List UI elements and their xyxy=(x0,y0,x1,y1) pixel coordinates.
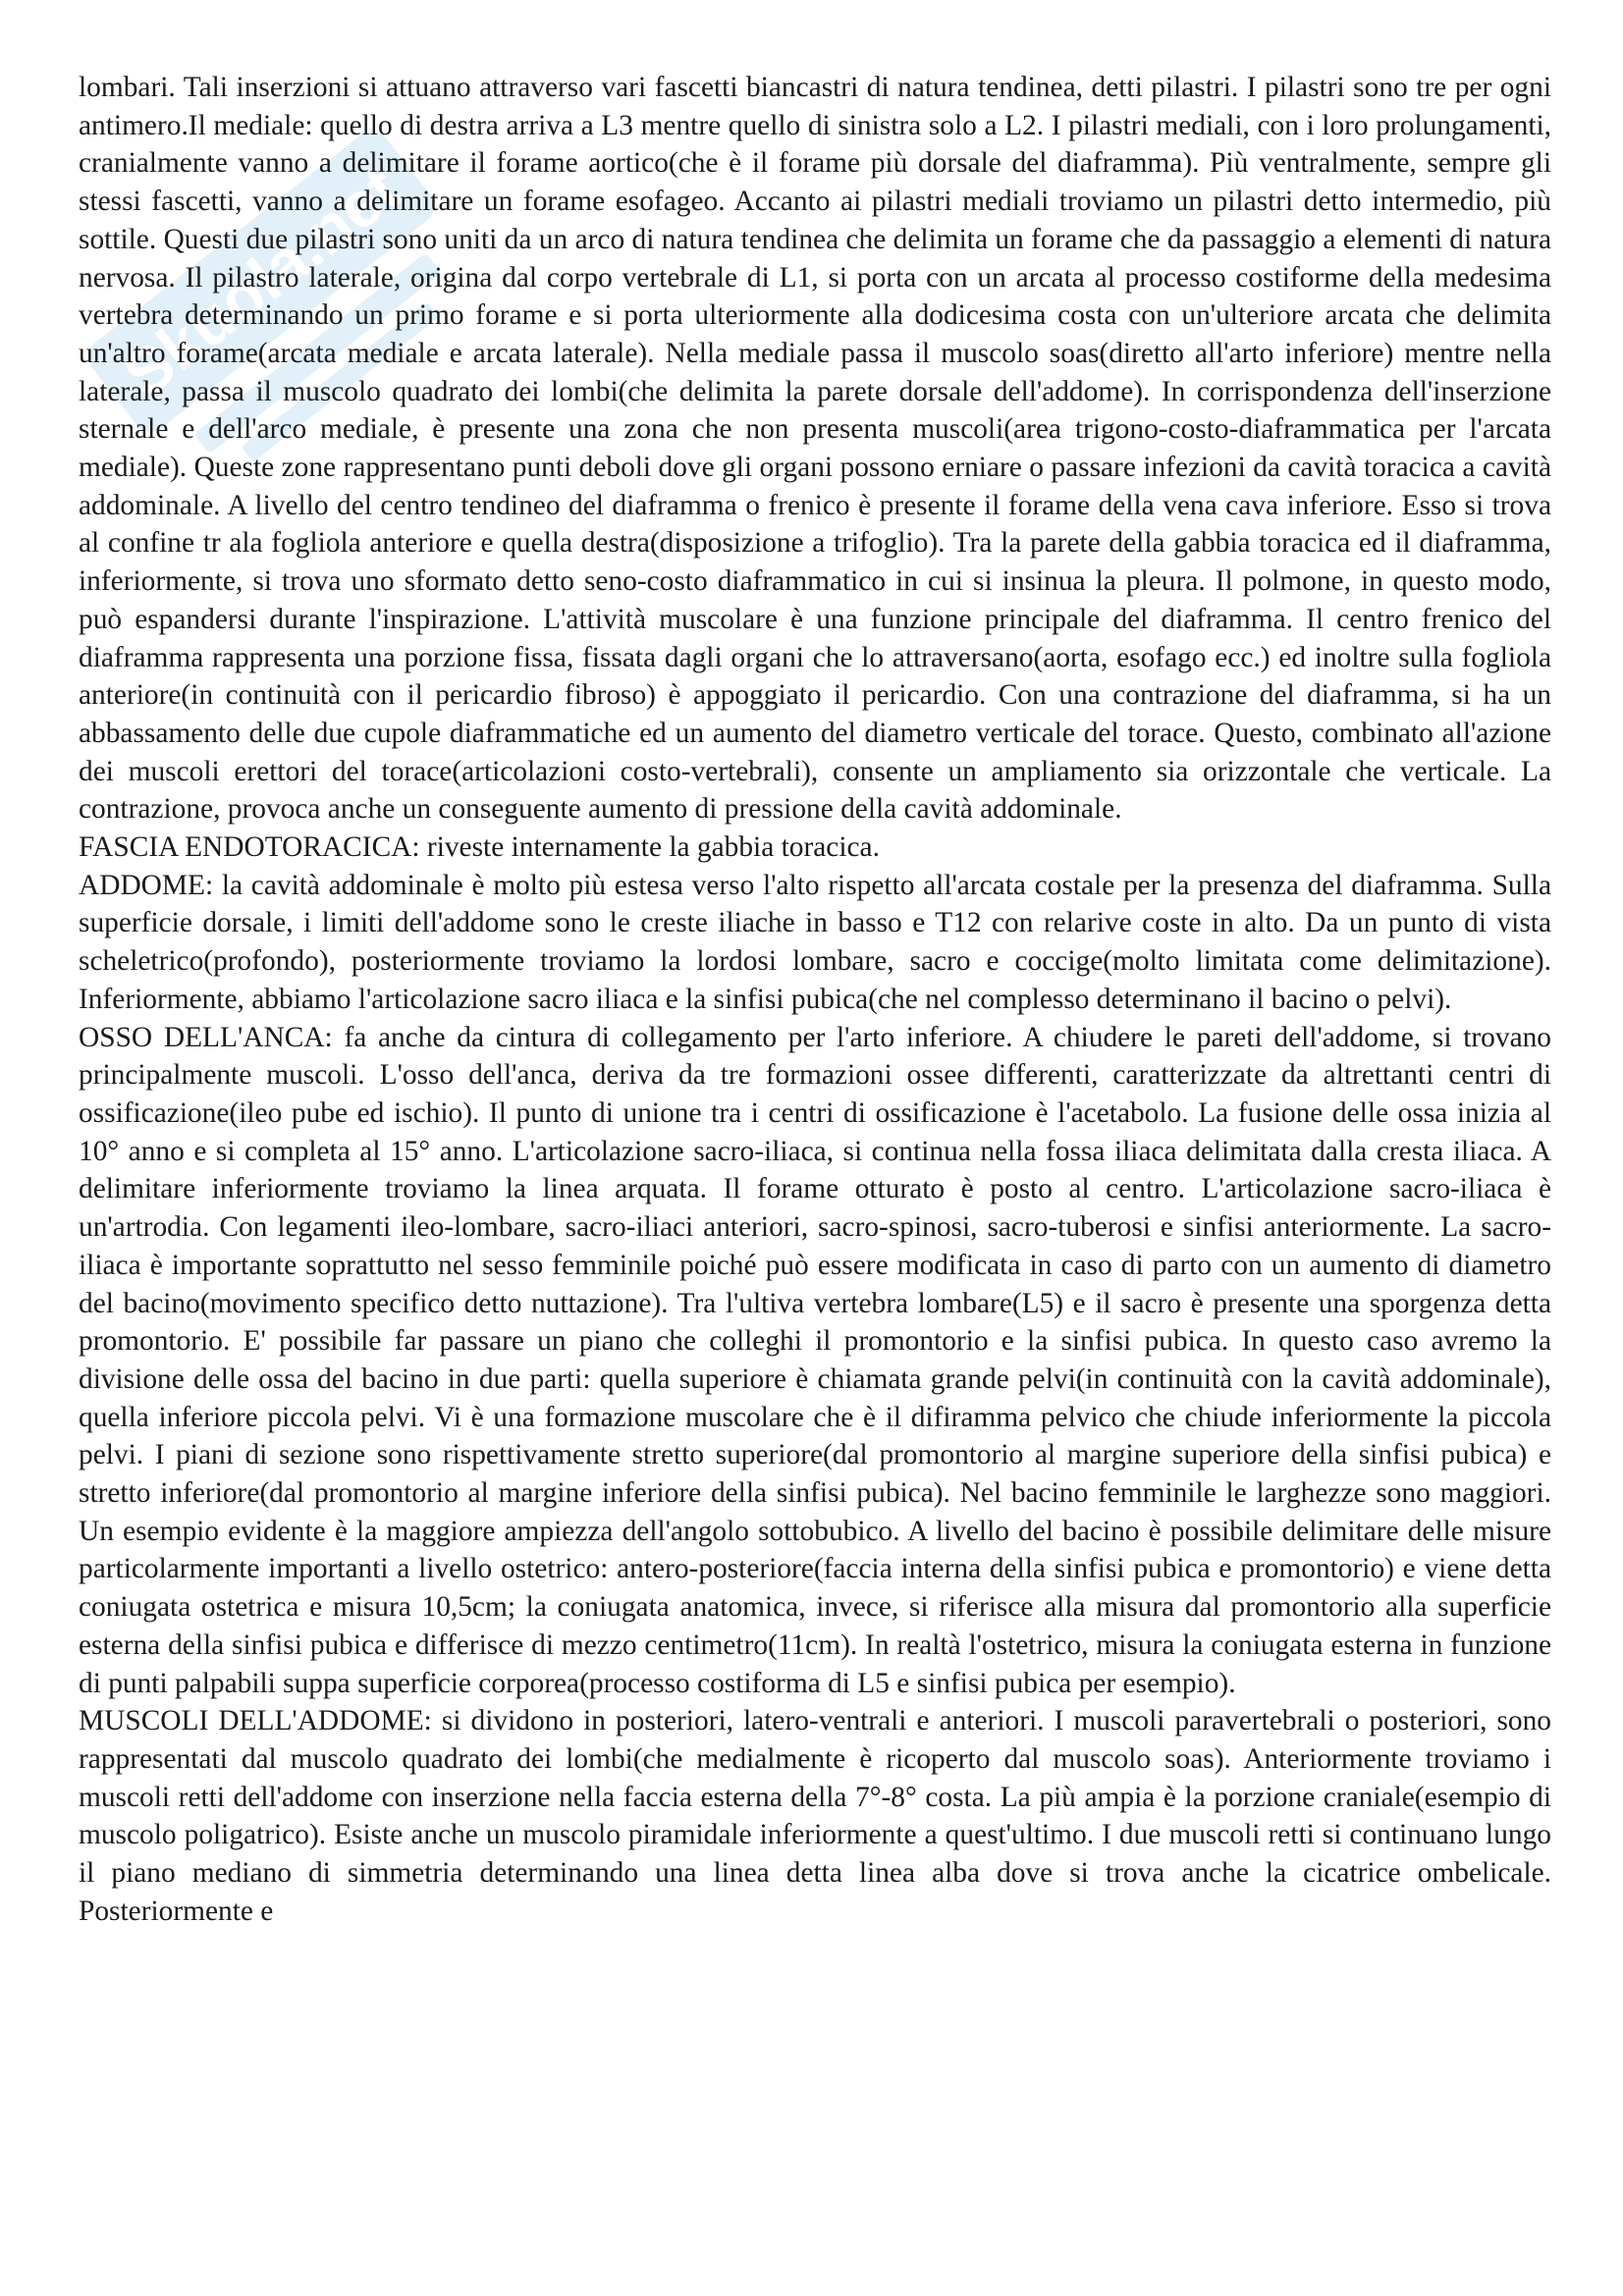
paragraph-fascia-endotoracica: FASCIA ENDOTORACICA: riveste internamente la gabbia toracica. xyxy=(79,831,880,864)
watermark-text: Skuola.net xyxy=(109,151,413,411)
paragraph-addome: ADDOME: la cavità addominale è molto più estesa verso l'alto rispetto all'arcata costale per la presenza del diaframma. Sulla superficie dorsale, i limiti dell'addome sono le creste iliache in basso e T12 con relarive coste in alto. Da un punto di vista scheletrico(profondo), posteriormente troviamo la lordosi lombare, sacro e coccige(molto limitata come delimitazione). Inferiormente, abbiamo l'articolazione sacro iliaca e la sinfisi pubica(che nel complesso determinano il bacino o pelvi). xyxy=(79,869,1551,1015)
paragraph-osso-anca: OSSO DELL'ANCA: fa anche da cintura di collegamento per l'arto inferiore. A chiudere le pareti dell'addome, si trovano principalmente muscoli. L'osso dell'anca, deriva da tre formazioni ossee differenti, caratterizzate da altrettanti centri di ossificazione(ileo pube ed ischio). Il punto di unione tra i centri di ossificazione è l'acetabolo. La fusione delle ossa inizia al 10° anno e si completa al 15° anno. L'articolazione sacro-iliaca, si continua nella fossa iliaca delimitata dalla cresta iliaca. A delimitare inferiormente troviamo la linea arquata. Il forame otturato è posto al centro. L'articolazione sacro-iliaca è un'artrodia. Con legamenti ileo-lombare, sacro-iliaci anteriori, sacro-spinosi, sacro-tuberosi e sinfisi anteriormente. La sacro-iliaca è importante soprattutto nel sesso femminile poiché può essere modificata in caso di parto con un aumento di diametro del bacino(movimento specifico detto nuttazione). Tra l'ultiva vertebra lombare(L5) e il sacro è presente una sporgenza detta promontorio. E' possibile far passare un piano che colleghi il promontorio e la sinfisi pubica. In questo caso avremo la divisione delle ossa del bacino in due parti: quella superiore è chiamata grande pelvi(in continuità con la cavità addominale), quella inferiore piccola pelvi. Vi è una formazione muscolare che è il difiramma pelvico che chiude inferiormente la piccola pelvi. I piani di sezione sono rispettivamente stretto superiore(dal promontorio al margine superiore della sinfisi pubica) e stretto inferiore(dal promontorio al margine inferiore della sinfisi pubica). Nel bacino femminile le larghezze sono maggiori. Un esempio evidente è la maggiore ampiezza dell'angolo sottobubico. A livello del bacino è possibile delimitare delle misure particolarmente importanti a livello ostetrico: antero-posteriore(faccia interna della sinfisi pubica e promontorio) e viene detta coniugata ostetrica e misura 10,5cm; la coniugata anatomica, invece, si riferisce alla misura dal promontorio alla superficie esterna della sinfisi pubica e differisce di mezzo centimetro(11cm). In realtà l'ostetrico, misura la coniugata esterna in funzione di punti palpabili suppa superficie corporea(processo costiforma di L5 e sinfisi pubica per esempio). xyxy=(79,1021,1551,1699)
document-body xyxy=(79,69,1551,1930)
paragraph-diaframma: lombari. Tali inserzioni si attuano attraverso vari fascetti biancastri di natura tendinea, detti pilastri. I pilastri sono tre per ogni antimero.Il mediale: quello di destra arriva a L3 mentre quello di sinistra solo a L2. I pilastri mediali, con i loro prolungamenti, cranialmente vanno a delimitare il forame aortico(che è il forame più dorsale del diaframma). Più ventralmente, sempre gli stessi fascetti, vanno a delimitare un forame esofageo. Accanto ai pilastri mediali troviamo un pilastri detto intermedio, più sottile. Questi due pilastri sono uniti da un arco di natura tendinea che delimita un forame che da passaggio a elementi di natura nervosa. Il pilastro laterale, origina dal corpo vertebrale di L1, si porta con un arcata al processo costiforme della medesima vertebra determinando un primo forame e si porta ulteriormente alla dodicesima costa con un'ulteriore arcata che delimita un'altro forame(arcata mediale e arcata laterale). Nella mediale passa il muscolo soas(diretto all'arto inferiore) mentre nella laterale, passa il muscolo quadrato dei lombi(che delimita la parete dorsale dell'addome). In corrispondenza dell'inserzione sternale e dell'arco mediale, è presente una zona che non presenta muscoli(area trigono-costo-diaframmatica per l'arcata mediale). Queste zone rappresentano punti deboli dove gli organi possono erniare o passare infezioni da cavità toracica a cavità addominale. A livello del centro tendineo del diaframma o frenico è presente il forame della vena cava inferiore. Esso si trova al confine tr ala fogliola anteriore e quella destra(disposizione a trifoglio). Tra la parete della gabbia toracica ed il diaframma, inferiormente, si trova uno sformato detto seno-costo diaframmatico in cui si insinua la pleura. Il polmone, in questo modo, può espandersi durante l'inspirazione. L'attività muscolare è una funzione principale del diaframma. Il centro frenico del diaframma rappresenta una porzione fissa, fissata dagli organi che lo attraversano(aorta, esofago ecc.) ed inoltre sulla fogliola anteriore(in continuità con il pericardio fibroso) è appoggiato il pericardio. Con una contrazione del diaframma, si ha un abbassamento delle due cupole diaframmatiche ed un aumento del diametro verticale del torace. Questo, combinato all'azione dei muscoli erettori del torace(articolazioni costo-vertebrali), consente un ampliamento sia orizzontale che verticale. La contrazione, provoca anche un conseguente aumento di pressione della cavità addominale. xyxy=(79,72,1551,826)
paragraph-muscoli-addome: MUSCOLI DELL'ADDOME: si dividono in posteriori, latero-ventrali e anteriori. I muscoli paravertebrali o posteriori, sono rappresentati dal muscolo quadrato dei lombi(che medialmente è ricoperto dal muscolo soas). Anteriormente troviamo i muscoli retti dell'addome con inserzione nella faccia esterna della 7°-8° costa. La più ampia è la porzione craniale(esempio di muscolo poligatrico). Esiste anche un muscolo piramidale inferiormente a quest'ultimo. I due muscoli retti si continuano lungo il piano mediano di simmetria determinando una linea detta linea alba dove si trova anche la cicatrice ombelicale. Posteriormente e xyxy=(79,1705,1551,1927)
